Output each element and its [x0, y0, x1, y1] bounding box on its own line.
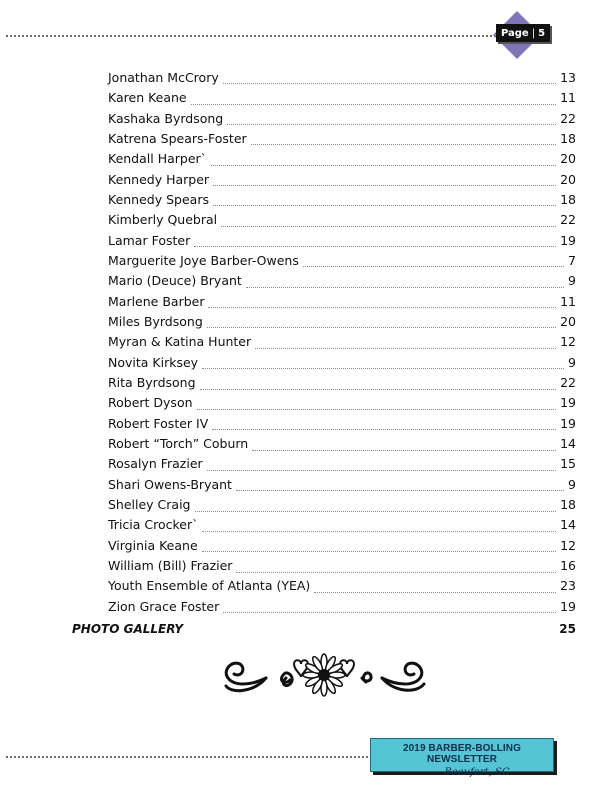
entry-page-number: 19	[560, 232, 576, 248]
index-row	[108, 493, 576, 513]
entry-page-number: 14	[560, 436, 576, 452]
entry-name: Katrena Spears-Foster	[108, 130, 247, 146]
index-row	[108, 147, 576, 167]
flourish-hearts-flower-icon	[214, 650, 434, 700]
entry-page-number: 20	[560, 151, 576, 167]
entry-name: Rita Byrdsong	[108, 375, 196, 390]
dot-leader	[212, 429, 556, 430]
index-row	[108, 554, 576, 574]
dot-leader	[303, 266, 564, 267]
index-row	[108, 392, 576, 412]
entry-page-number: 11	[560, 90, 576, 106]
entry-name: Marlene Barber	[108, 293, 205, 309]
dot-leader	[208, 307, 556, 308]
index-row	[108, 534, 576, 554]
index-row	[108, 473, 576, 493]
index-row	[108, 249, 576, 269]
entry-page-number: 9	[568, 273, 576, 289]
dot-leader	[223, 612, 556, 613]
entry-page-number: 22	[560, 212, 576, 228]
index-row	[108, 412, 576, 432]
index-row	[108, 127, 576, 147]
dot-leader	[202, 531, 556, 532]
entry-page-number: 9	[568, 476, 576, 492]
top-dotted-rule	[6, 35, 500, 37]
index-row	[108, 351, 576, 371]
dot-leader	[197, 409, 557, 410]
newsletter-title: 2019 BARBER-BOLLING NEWSLETTER	[402, 743, 522, 765]
index-row	[108, 310, 576, 330]
dot-leader	[246, 287, 564, 288]
entry-page-number: 19	[560, 598, 576, 614]
entry-name: Miles Byrdsong	[108, 313, 203, 329]
entry-page-number: 12	[560, 537, 576, 553]
entry-name: Robert “Torch” Coburn	[108, 436, 249, 452]
page-label: Page	[500, 27, 529, 39]
entry-name: Kennedy Spears	[108, 191, 209, 207]
page-separator: |	[531, 27, 536, 39]
dot-leader	[236, 572, 556, 573]
entry-name: Zion Grace Foster	[108, 598, 220, 614]
entry-page-number: 20	[560, 313, 576, 329]
index-row	[108, 208, 576, 228]
dot-leader	[211, 165, 556, 166]
page-number-badge	[496, 24, 550, 42]
entry-page-number: 9	[568, 354, 576, 370]
entry-page-number: 15	[560, 456, 576, 472]
index-row	[108, 330, 576, 350]
dot-leader	[213, 185, 556, 186]
entry-name: Shelley Craig	[108, 497, 191, 513]
index-list	[108, 66, 576, 615]
dot-leader	[251, 144, 556, 145]
entry-name: Tricia Crocker`	[108, 517, 199, 533]
index-row	[108, 371, 576, 391]
dot-leader	[194, 246, 556, 247]
index-row	[108, 432, 576, 452]
dot-leader	[221, 226, 556, 227]
index-row	[108, 86, 576, 106]
dot-leader	[202, 551, 556, 552]
entry-name: Kennedy Harper	[108, 171, 210, 187]
dot-leader	[223, 83, 556, 84]
entry-page-number: 7	[568, 252, 576, 268]
entry-name: Virginia Keane	[108, 537, 198, 553]
photo-gallery-entry	[72, 622, 576, 636]
entry-name: Robert Foster IV	[108, 415, 209, 431]
dot-leader	[255, 348, 556, 349]
index-row	[108, 188, 576, 208]
entry-page-number: 19	[560, 415, 576, 431]
index-row	[108, 595, 576, 615]
entry-page-number: 13	[560, 69, 576, 85]
dot-leader	[207, 327, 556, 328]
entry-name: Novita Kirksey	[108, 354, 199, 370]
index-row	[108, 453, 576, 473]
index-row	[108, 66, 576, 86]
photo-gallery-page: 25	[559, 622, 576, 636]
entry-name: Youth Ensemble of Atlanta (YEA)	[108, 578, 311, 594]
entry-page-number: 16	[560, 558, 576, 574]
entry-page-number: 22	[560, 375, 576, 390]
index-row	[108, 514, 576, 534]
photo-gallery-label: PHOTO GALLERY	[72, 622, 184, 636]
entry-name: Karen Keane	[108, 90, 187, 106]
entry-page-number: 11	[560, 293, 576, 309]
entry-page-number: 14	[560, 517, 576, 533]
entry-page-number: 22	[560, 110, 576, 126]
entry-page-number: 12	[560, 334, 576, 350]
dot-leader	[195, 511, 557, 512]
entry-name: Lamar Foster	[108, 232, 191, 248]
dot-leader	[252, 450, 556, 451]
dot-leader	[207, 470, 556, 471]
entry-page-number: 18	[560, 191, 576, 207]
bottom-dotted-rule	[6, 756, 368, 758]
entry-page-number: 20	[560, 171, 576, 187]
index-row	[108, 168, 576, 188]
entry-name: Kashaka Byrdsong	[108, 110, 224, 126]
entry-name: Mario (Deuce) Bryant	[108, 273, 242, 289]
entry-page-number: 23	[560, 578, 576, 594]
index-row	[108, 290, 576, 310]
dot-leader	[191, 104, 556, 105]
newsletter-location: Beaufort, SC	[444, 767, 510, 778]
dot-leader	[227, 124, 556, 125]
dot-leader	[213, 205, 556, 206]
dot-leader	[202, 368, 564, 369]
entry-name: Myran & Katina Hunter	[108, 334, 252, 350]
entry-name: William (Bill) Frazier	[108, 558, 233, 574]
entry-name: Shari Owens-Bryant	[108, 476, 232, 492]
entry-name: Rosalyn Frazier	[108, 456, 203, 472]
entry-name: Robert Dyson	[108, 395, 193, 411]
dot-leader	[314, 592, 556, 593]
index-row	[108, 229, 576, 249]
entry-name: Jonathan McCrory	[108, 69, 219, 85]
entry-page-number: 18	[560, 497, 576, 513]
page-number: 5	[538, 27, 546, 39]
entry-page-number: 18	[560, 130, 576, 146]
newsletter-footer-banner	[370, 738, 554, 778]
dot-leader	[200, 389, 557, 390]
index-row	[108, 107, 576, 127]
entry-name: Kimberly Quebral	[108, 212, 218, 228]
entry-page-number: 19	[560, 395, 576, 411]
entry-name: Marguerite Joye Barber-Owens	[108, 252, 299, 268]
index-row	[108, 269, 576, 289]
index-row	[108, 575, 576, 595]
dot-leader	[236, 490, 564, 491]
entry-name: Kendall Harper`	[108, 151, 207, 167]
